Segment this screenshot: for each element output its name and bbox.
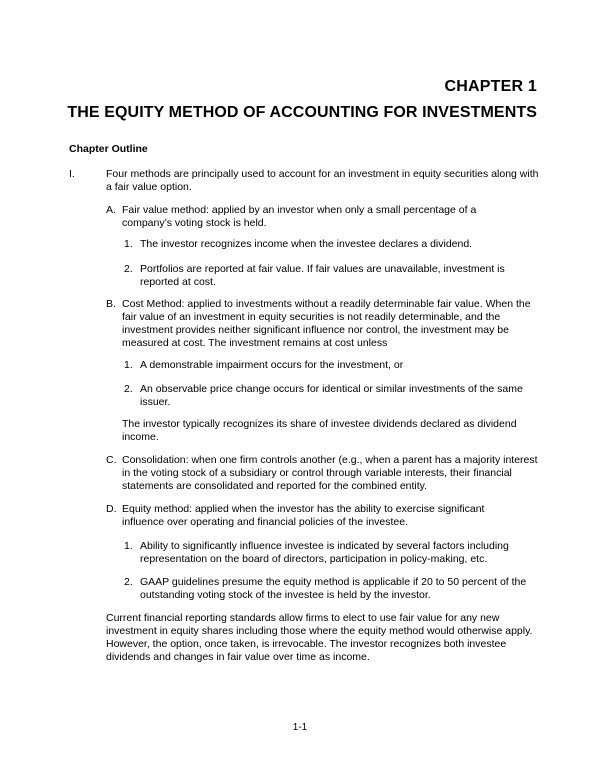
item-b-note: The investor typically recognizes its share of investee dividends declared as dividend income.	[122, 418, 517, 443]
item-c	[106, 454, 538, 493]
sub-marker: 1.	[124, 238, 133, 250]
item-text: Cost Method: applied to investments without a readily determinable fair value. When the fair value of an investment in equity securities is not readily determinable, and the investment provides neither significant influence nor control, the investment may be measured at cost. The investment remains at cost unless	[122, 298, 531, 349]
sub-marker: 2.	[124, 263, 133, 275]
sub-text: Ability to significantly influence investee is indicated by several factors including representation on the board of directors, participation in policy-making, etc.	[140, 540, 509, 565]
section-text: Four methods are principally used to account for an investment in equity securities along with a fair value option.	[106, 168, 539, 193]
item-text: Equity method: applied when the investor has the ability to exercise significant influence over operating and financial policies of the investee.	[122, 503, 485, 528]
sub-text: A demonstrable impairment occurs for the investment, or	[140, 359, 404, 371]
sub-marker: 1.	[124, 540, 133, 552]
section-i	[69, 168, 539, 194]
section-marker: I.	[69, 168, 75, 180]
sub-text: Portfolios are reported at fair value. If fair values are unavailable, investment is reported at cost.	[140, 263, 505, 288]
item-marker: A.	[106, 204, 116, 216]
item-b-sub-2	[124, 383, 550, 409]
sub-text: An observable price change occurs for identical or similar investments of the same issuer.	[140, 383, 523, 408]
item-b-sub-1	[124, 359, 544, 372]
outline-heading: Chapter Outline	[69, 143, 148, 155]
item-d-sub-2	[124, 576, 554, 602]
item-d	[106, 503, 526, 529]
sub-marker: 2.	[124, 383, 133, 395]
chapter-number: CHAPTER 1	[444, 78, 537, 95]
sub-text: The investor recognizes income when the investee declares a dividend.	[140, 238, 473, 250]
item-text: Consolidation: when one firm controls another (e.g., when a parent has a majority interest in the voting stock of a subsidiary or control through variable interests, their financial statements are consolidated and reported for the combined entity.	[122, 454, 538, 492]
item-b	[106, 298, 538, 350]
item-d-sub-1	[124, 540, 534, 566]
item-a	[106, 204, 526, 230]
item-text: Fair value method: applied by an investor when only a small percentage of a company’s voting stock is held.	[122, 204, 477, 229]
sub-text: GAAP guidelines presume the equity method is applicable if 20 to 50 percent of the outstanding voting stock of the investee is held by the investor.	[140, 576, 527, 601]
page-number: 1-1	[292, 722, 308, 733]
sub-marker: 2.	[124, 576, 133, 588]
sub-marker: 1.	[124, 359, 133, 371]
item-a-sub-1	[124, 238, 544, 251]
item-a-sub-2	[124, 263, 534, 289]
chapter-title: THE EQUITY METHOD OF ACCOUNTING FOR INVESTMENTS	[67, 104, 537, 121]
item-marker: D.	[106, 503, 117, 515]
closing-paragraph: Current financial reporting standards allow firms to elect to use fair value for any new investment in equity shares including those where the equity method would otherwise apply. However, the option, once taken, is irrevocable. The investor recognizes both investee dividends and changes in fair value over time as income.	[106, 612, 533, 663]
item-marker: C.	[106, 454, 117, 466]
item-marker: B.	[106, 298, 116, 310]
